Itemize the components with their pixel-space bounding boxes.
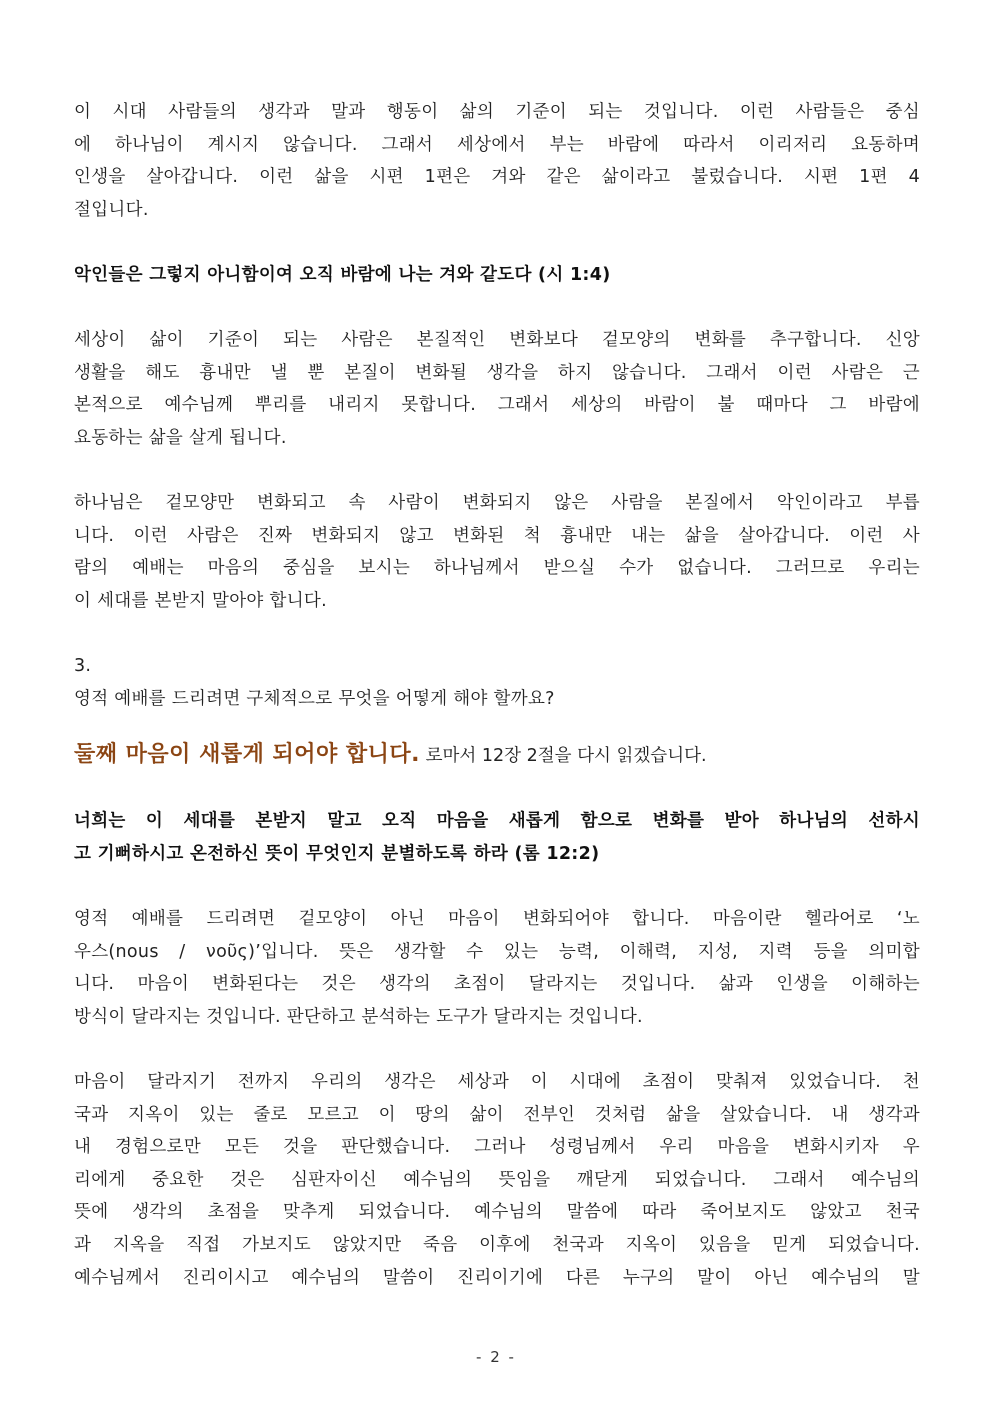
text-line: 예수님께서 진리이시고 예수님의 말씀이 진리이기에 다른 누구의 말이 아닌 예수님의 말: [74, 1267, 920, 1288]
text-line: 과 지옥을 직접 가보지도 않았지만 죽음 이후에 천국과 지옥이 있음을 믿게 되었습니다.: [74, 1235, 920, 1255]
paragraph-4: [74, 903, 920, 1033]
paragraph-2: [74, 324, 920, 454]
text-line: 니다. 마음이 변화된다는 것은 생각의 초점이 달라지는 것입니다. 삶과 인생을 이해하는: [74, 974, 920, 995]
text-line: 세상이 삶이 기준이 되는 사람은 본질적인 변화보다 겉모양의 변화를 추구합니다. 신앙: [74, 330, 920, 351]
document-page: [74, 96, 920, 1294]
text-line: 하나님은 겉모양만 변화되고 속 사람이 변화되지 않은 사람을 본질에서 악인이라고 부릅: [74, 493, 920, 514]
text-line: 니다. 이런 사람은 진짜 변화되지 않고 변화된 척 흉내만 내는 삶을 살아갑니다. 이런 사: [74, 525, 920, 546]
paragraph-3: [74, 487, 920, 617]
section-question: 영적 예배를 드리려면 구체적으로 무엇을 어떻게 해야 할까요?: [74, 688, 555, 709]
text-line: 이 시대 사람들의 생각과 말과 행동이 삶의 기준이 되는 것입니다. 이런 사람들은 중심: [74, 102, 920, 122]
text-line: 람의 예배는 마음의 중심을 보시는 하나님께서 받으실 수가 없습니다. 그러므로 우리는: [74, 558, 920, 579]
page-number: - 2 -: [476, 1348, 516, 1366]
text-line: 인생을 살아갑니다. 이런 삶을 시편 1편은 겨와 같은 삶이라고 불렀습니다. 시편 1편 4: [74, 167, 920, 188]
text-line: 마음이 달라지기 전까지 우리의 생각은 세상과 이 시대에 초점이 맞춰져 있었습니다. 천: [74, 1072, 920, 1093]
text-line: 악인들은 그렇지 아니함이여 오직 바람에 나는 겨와 같도다 (시 1:4): [74, 264, 611, 285]
text-line: 뜻에 생각의 초점을 맞추게 되었습니다. 예수님의 말씀에 따라 죽어보지도 않았고 천국: [74, 1202, 920, 1223]
text-line: 국과 지옥이 있는 줄로 모르고 이 땅의 삶이 전부인 것처럼 삶을 살았습니다. 내 생각과: [74, 1104, 920, 1125]
text-line: 리에게 중요한 것은 심판자이신 예수님의 뜻임을 깨닫게 되었습니다. 그래서 예수님의: [74, 1169, 920, 1190]
heading-rest: 로마서 12장 2절을 다시 읽겠습니다.: [425, 746, 707, 767]
text-line: 우스(nous / νοῦς)’입니다. 뜻은 생각할 수 있는 능력, 이해력, 지성, 지력 등을 의미합: [74, 941, 920, 962]
text-line: 생활을 해도 흉내만 낼 뿐 본질이 변화될 생각을 하지 않습니다. 그래서 이런 사람은 근: [74, 362, 920, 383]
section-3: [74, 650, 920, 715]
paragraph-1: [74, 96, 920, 226]
heading-highlight: 둘째 마음이 새롭게 되어야 합니다.: [74, 742, 421, 768]
text-line: 에 하나님이 계시지 않습니다. 그래서 세상에서 부는 바람에 따라서 이리저리 요동하며: [74, 134, 920, 155]
text-line: 이 세대를 본받지 말아야 합니다.: [74, 590, 327, 611]
paragraph-5: [74, 1066, 920, 1294]
text-line: 영적 예배를 드리려면 겉모양이 아닌 마음이 변화되어야 합니다. 마음이란 헬라어로 ‘노: [74, 909, 920, 930]
text-line: 너희는 이 세대를 본받지 말고 오직 마음을 새롭게 함으로 변화를 받아 하나님의 선하시: [74, 811, 920, 832]
text-line: 내 경험으로만 모든 것을 판단했습니다. 그러나 성령님께서 우리 마음을 변화시키자 우: [74, 1137, 920, 1158]
text-line: 절입니다.: [74, 199, 149, 220]
section-number: 3.: [74, 656, 92, 677]
text-line: 본적으로 예수님께 뿌리를 내리지 못합니다. 그래서 세상의 바람이 불 때마다 그 바람에: [74, 395, 920, 416]
text-line: 방식이 달라지는 것입니다. 판단하고 분석하는 도구가 달라지는 것입니다.: [74, 1006, 643, 1027]
text-line: 고 기뻐하시고 온전하신 뜻이 무엇인지 분별하도록 하라 (롬 12:2): [74, 843, 600, 864]
text-line: 요동하는 삶을 살게 됩니다.: [74, 427, 287, 448]
section-heading: [74, 737, 920, 773]
scripture-quote-psalm: [74, 259, 920, 292]
scripture-quote-romans: [74, 805, 920, 870]
